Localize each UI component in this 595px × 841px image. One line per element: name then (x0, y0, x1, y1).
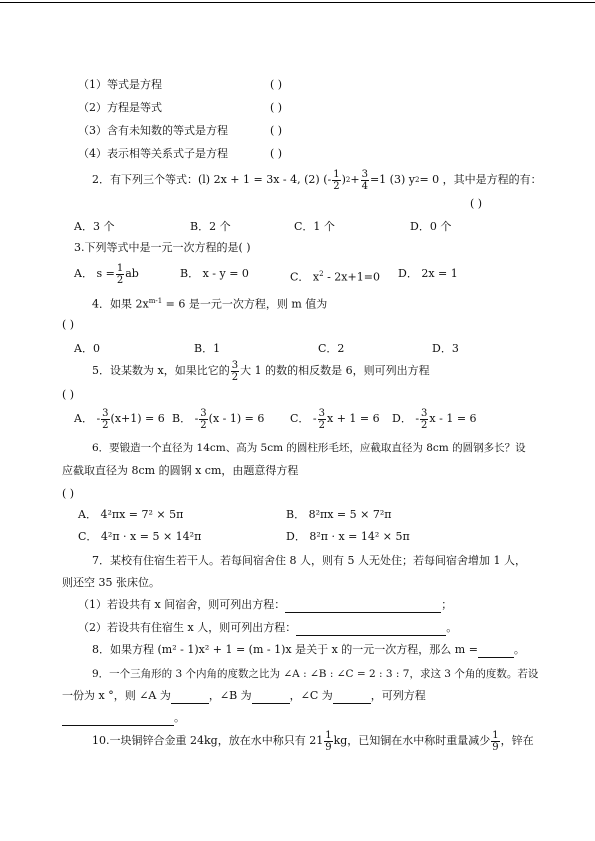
q4-option-a: A．0 (74, 342, 100, 355)
q1-answer-paren-3[interactable]: ( ) (270, 124, 283, 137)
q1-item-3: （3）含有未知数的等式是方程 (78, 124, 228, 137)
q6-line-2: 应截取直径为 8cm 的圆钢 x cm，由题意得方程 (62, 464, 299, 477)
q2-answer-paren[interactable]: ( ) (470, 197, 483, 210)
q2-option-d: D．0 个 (410, 220, 452, 233)
q2-option-b: B．2 个 (190, 220, 231, 233)
q6-line-1: 6．要锻造一个直径为 14cm、高为 5cm 的圆柱形毛坯，应截取直径为 8cm 的圆钢多长？设 (92, 442, 526, 454)
q9-equation-blank[interactable] (62, 711, 174, 726)
q8-stem: 8．如果方程 (m² - 1)x² + 1 = (m - 1)x 是关于 x 的一元一次方程，那么 m = 。 (92, 643, 525, 656)
q9-angle-b-blank[interactable] (252, 689, 290, 704)
q7-sub-2: （2）若设共有住宿生 x 人，则可列出方程： 。 (78, 621, 458, 634)
q2-option-a: A．3 个 (74, 220, 115, 233)
q10-stem: 10.一块铜锌合金重 24kg，放在水中称只有 21 $\frac{1}{9}$ kg，已知铜在水中称时重量减少 $\frac{1}{9}$ ，锌在 (92, 729, 534, 753)
q3-option-d: D． 2x = 1 (398, 267, 458, 280)
q4-option-b: B．1 (194, 342, 221, 355)
q4-option-c: C．2 (318, 342, 345, 355)
q6-option-b: B． 8²πx = 5 × 7²π (286, 508, 392, 521)
q5-option-a: A． - $\frac{3}{2}$ (x+1) = 6 (74, 407, 165, 431)
q6-option-d: D． 8²π · x = 14² × 5π (286, 530, 410, 543)
q7-sub-1-blank[interactable] (285, 598, 441, 613)
q1-answer-paren-4[interactable]: ( ) (270, 147, 283, 160)
q3-option-a: A． s = $\frac{1}{2}$ ab (74, 262, 139, 286)
q3-option-c: C． $x^2 - 2x+1=0$ (290, 270, 380, 284)
q6-option-a: A． 4²πx = 7² × 5π (78, 508, 184, 521)
q1-item-4: （4）表示相等关系式子是方程 (78, 147, 228, 160)
q7-sub-1: （1）若设共有 x 间宿舍，则可列出方程： ； (78, 598, 453, 611)
q1-item-2: （2）方程是等式 (78, 101, 162, 114)
q6-answer-paren[interactable]: ( ) (62, 487, 75, 500)
q8-answer-blank[interactable] (478, 643, 514, 658)
q4-option-d: D．3 (432, 342, 459, 355)
q1-answer-paren-2[interactable]: ( ) (270, 101, 283, 114)
q9-angle-a-blank[interactable] (171, 689, 209, 704)
q9-line-1: 9．一个三角形的 3 个内角的度数之比为 ∠A : ∠B : ∠C = 2 : 3 : 7，求这 3 个角的度数。若设 (92, 668, 539, 680)
q7-line-2: 则还空 35 张床位。 (62, 576, 160, 589)
q9-line-2: 一份为 x °，则 ∠A 为 ，∠B 为 ，∠C 为 ，可列方程 (62, 689, 426, 702)
q4-answer-paren[interactable]: ( ) (62, 318, 75, 331)
q9-angle-c-blank[interactable] (333, 689, 371, 704)
q3-stem: 3.下列等式中是一元一次方程的是( ) (74, 241, 251, 254)
q7-sub-2-blank[interactable] (296, 621, 446, 636)
q2-stem: 2．有下列三个等式：(l) 2x + 1 = 3x - 4, (2) (- $\frac{1}{2}$ ) 2 + $\frac{3}{4}$ =1 (3) y 2 = 0 ，其中是方程的有： (92, 168, 542, 192)
q6-option-c: C． 4²π · x = 5 × 14²π (78, 530, 202, 543)
q2-option-c: C．1 个 (294, 220, 335, 233)
q1-item-1: （1）等式是方程 (78, 78, 162, 91)
q5-stem: 5．设某数为 x，如果比它的 $\frac{3}{2}$ 大 1 的数的相反数是 6，则可列出方程 (92, 359, 430, 383)
q3-option-b: B． x - y = 0 (180, 267, 249, 280)
q7-line-1: 7．某校有住宿生若干人。若每间宿舍住 8 人，则有 5 人无处住；若每间宿舍增加 1 人， (92, 554, 526, 567)
q5-answer-paren[interactable]: ( ) (62, 388, 75, 401)
q9-line-3: 。 (62, 711, 185, 726)
q5-option-c: C． - $\frac{3}{2}$ x + 1 = 6 (290, 407, 380, 431)
q4-stem: 4．如果 $2x^{m-1} = 6$ 是一元一次方程，则 m 值为 (92, 297, 328, 311)
q2-fraction-1: $\frac{1}{2}$ (333, 168, 340, 192)
q2-fraction-2: $\frac{3}{4}$ (361, 168, 368, 192)
q5-option-b: B． - $\frac{3}{2}$ (x - 1) = 6 (172, 407, 265, 431)
q1-answer-paren-1[interactable]: ( ) (270, 78, 283, 91)
header-rule (0, 2, 595, 3)
q5-option-d: D． - $\frac{3}{2}$ x - 1 = 6 (392, 407, 477, 431)
